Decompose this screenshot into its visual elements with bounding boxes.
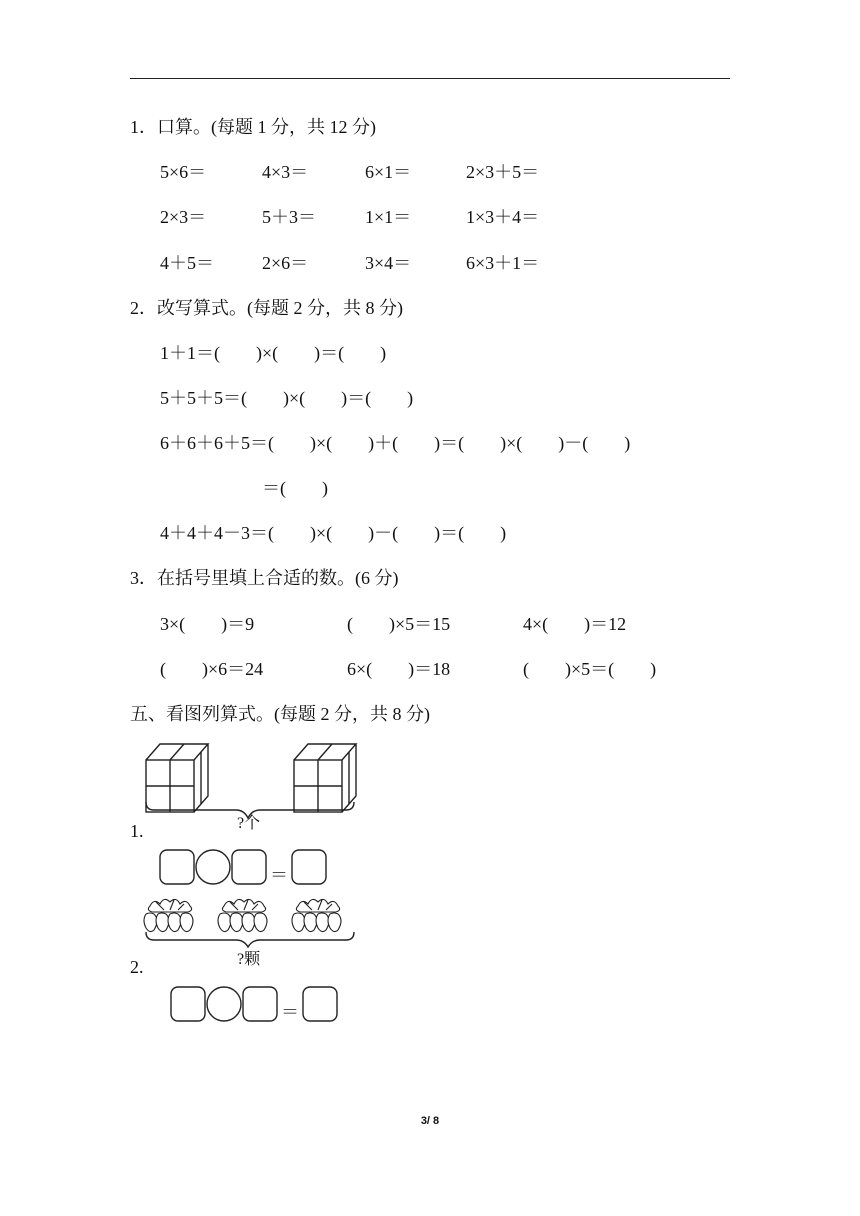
q1-item: 6×3＋1＝ — [466, 253, 540, 273]
q3-item: ( )×6＝24 — [160, 659, 264, 679]
q2-line: 5＋5＋5＝( )×( )＝( ) — [160, 388, 414, 408]
q2-title: 2．改写算式。(每题 2 分，共 8 分) — [130, 298, 403, 318]
q1-item: 6×1＝ — [365, 162, 412, 182]
q1-title: 1．口算。(每题 1 分，共 12 分) — [130, 117, 376, 137]
q2-line: ＝( ) — [262, 478, 328, 498]
equals-sign: ＝ — [270, 865, 288, 885]
q1-item: 2×6＝ — [262, 253, 309, 273]
answer-box[interactable] — [303, 987, 337, 1021]
strawberries-icon — [144, 899, 193, 931]
strawberries-figure — [140, 896, 360, 948]
q5-title: 五、看图列算式。(每题 2 分，共 8 分) — [130, 704, 430, 724]
cube-icon — [146, 744, 208, 812]
header-rule — [130, 78, 730, 79]
cube-icon — [294, 744, 356, 812]
q3-title: 3．在括号里填上合适的数。(6 分) — [130, 568, 399, 588]
q3-item: ( )×5＝15 — [347, 614, 451, 634]
answer-box[interactable] — [171, 987, 205, 1021]
operator-circle[interactable] — [196, 850, 230, 884]
q1-item: 5＋3＝ — [262, 207, 316, 227]
equals-sign: ＝ — [281, 1002, 299, 1022]
q2-line: 6＋6＋6＋5＝( )×( )＋( )＝( )×( )－( ) — [160, 433, 631, 453]
problem-2-number: 2. — [130, 957, 144, 977]
page-number: 3/ 8 — [420, 1115, 440, 1127]
curly-brace — [146, 932, 354, 947]
q3-item: 4×( )＝12 — [523, 614, 627, 634]
q1-item: 5×6＝ — [160, 162, 207, 182]
q1-item: 4＋5＝ — [160, 253, 214, 273]
q3-item: ( )×5＝( ) — [523, 659, 657, 679]
cubes-figure — [140, 738, 360, 864]
q3-item: 3×( )＝9 — [160, 614, 255, 634]
brace-label-1: ?个 — [237, 815, 261, 832]
operator-circle[interactable] — [207, 987, 241, 1021]
q3-item: 6×( )＝18 — [347, 659, 451, 679]
q1-item: 1×1＝ — [365, 207, 412, 227]
q1-item: 3×4＝ — [365, 253, 412, 273]
strawberries-icon — [292, 899, 341, 931]
q2-line: 1＋1＝( )×( )＝( ) — [160, 343, 387, 363]
answer-box[interactable] — [243, 987, 277, 1021]
brace-label-2: ?颗 — [237, 951, 261, 968]
answer-boxes-2 — [169, 985, 341, 1025]
q1-item: 2×3＝ — [160, 207, 207, 227]
strawberries-icon — [218, 899, 267, 931]
q1-item: 2×3＋5＝ — [466, 162, 540, 182]
answer-boxes-1 — [158, 848, 330, 888]
answer-box[interactable] — [232, 850, 266, 884]
q2-line: 4＋4＋4－3＝( )×( )－( )＝( ) — [160, 523, 507, 543]
q1-item: 1×3＋4＝ — [466, 207, 540, 227]
problem-1-number: 1. — [130, 821, 144, 841]
q1-item: 4×3＝ — [262, 162, 309, 182]
answer-box[interactable] — [292, 850, 326, 884]
answer-box[interactable] — [160, 850, 194, 884]
